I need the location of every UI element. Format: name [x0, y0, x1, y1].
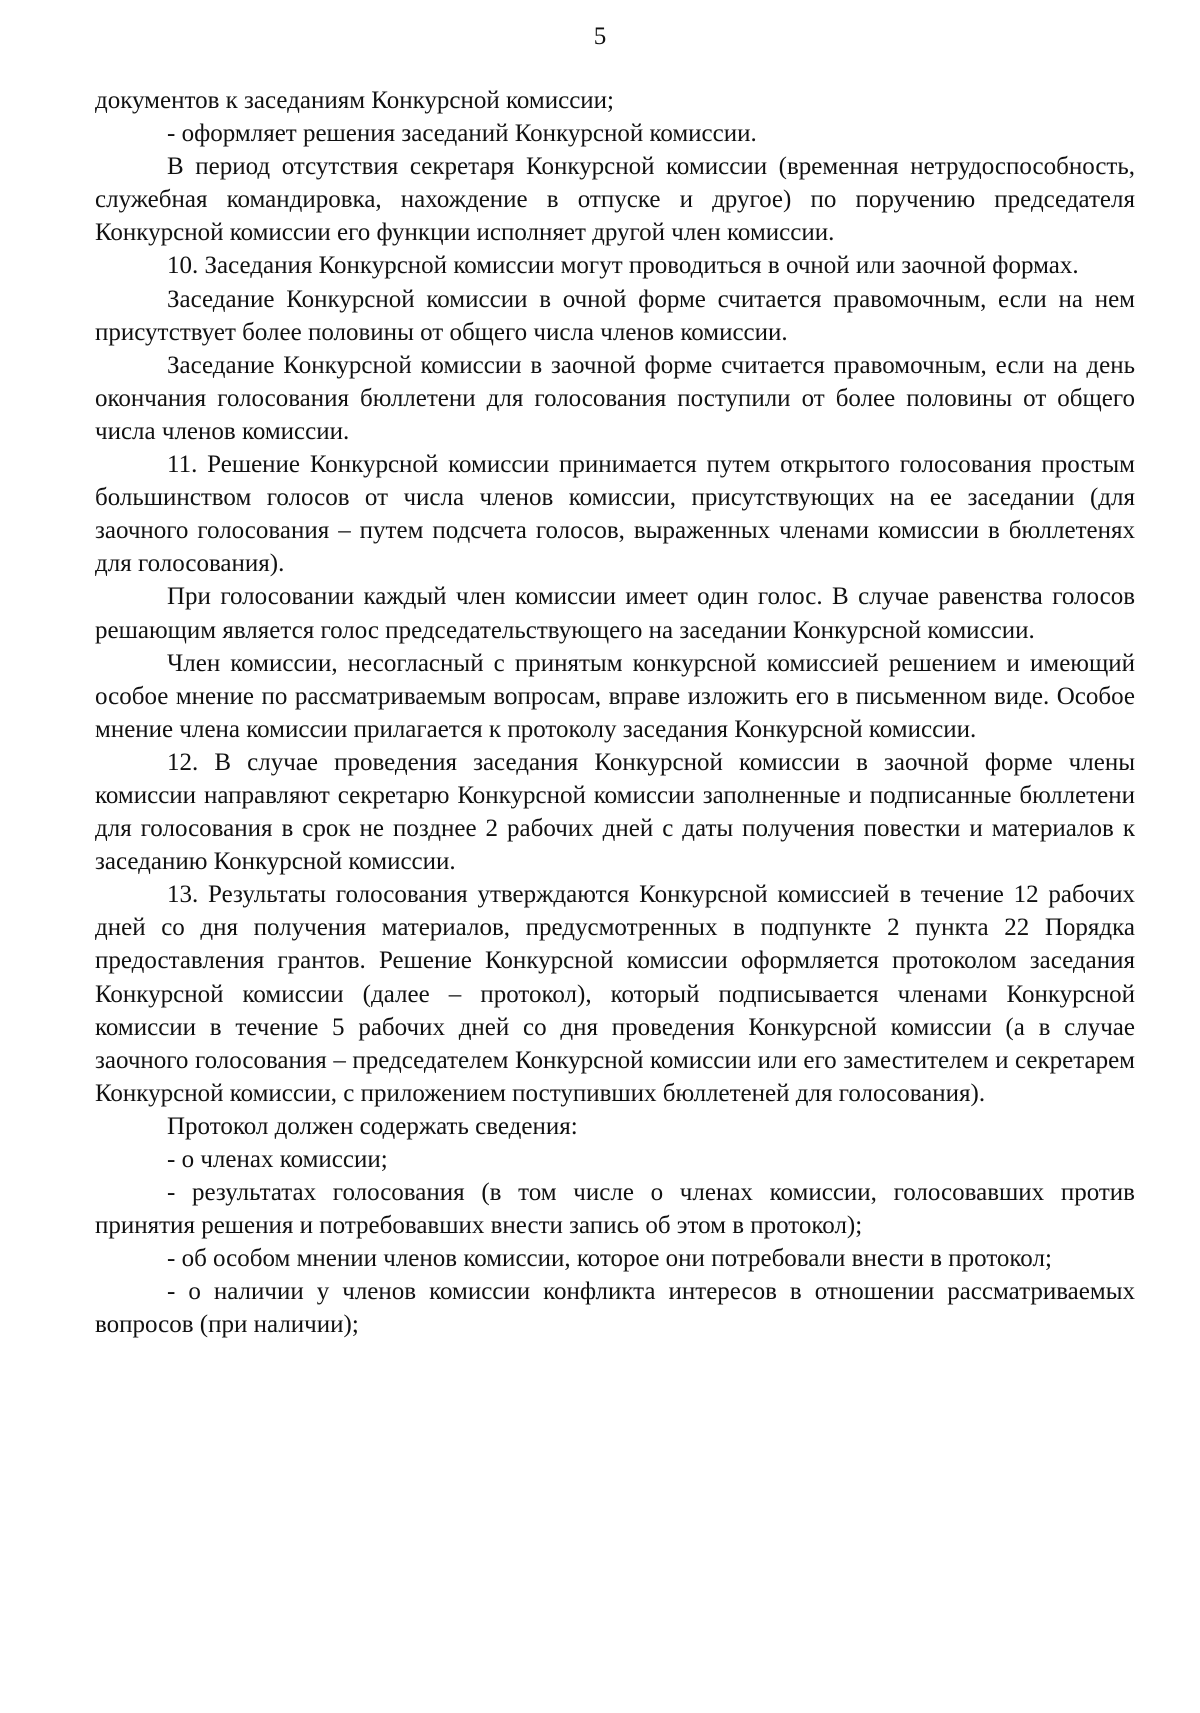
- list-item-resolutions: - оформляет решения заседаний Конкурсной комиссии.: [167, 120, 757, 148]
- paragraph-absentee-quorum: Заседание Конкурсной комиссии в заочной форме считается правомочным, если на день окончания голосования бюллетени для голосования поступили от более половины от общего числа членов комиссии.: [95, 351, 1135, 445]
- paragraph-voting-equality: При голосовании каждый член комиссии имеет один голос. В случае равенства голосов решающим является голос председательствующего на заседании Конкурсной комиссии.: [95, 583, 1135, 644]
- paragraph-secretary-absence: В период отсутствия секретаря Конкурсной комиссии (временная нетрудоспособность, служебная командировка, нахождение в отпуске и другое) по поручению председателя Конкурсной комиссии его функции исполняет другой член комиссии.: [95, 153, 1135, 247]
- paragraph-dissenting-opinion: Член комиссии, несогласный с принятым конкурсной комиссией решением и имеющий особое мнение по рассматриваемым вопросам, вправе изложить его в письменном виде. Особое мнение члена комиссии прилагается к протоколу заседания Конкурсной комиссии.: [95, 649, 1135, 743]
- list-item-special-opinion: - об особом мнении членов комиссии, которое они потребовали внести в протокол;: [167, 1245, 1052, 1273]
- list-item-conflict-of-interest: - о наличии у членов комиссии конфликта интересов в отношении рассматриваемых вопросов (при наличии);: [95, 1278, 1135, 1339]
- paragraph-continuation: документов к заседаниям Конкурсной комиссии;: [95, 87, 615, 114]
- paragraph-protocol-contents: Протокол должен содержать сведения:: [167, 1112, 578, 1140]
- clause-10: 10. Заседания Конкурсной комиссии могут проводиться в очной или заочной формах.: [167, 252, 1079, 280]
- paragraph-in-person-quorum: Заседание Конкурсной комиссии в очной форме считается правомочным, если на нем присутствует более половины от общего числа членов комиссии.: [95, 285, 1135, 346]
- list-item-members: - о членах комиссии;: [167, 1146, 388, 1173]
- list-item-voting-results: - результатах голосования (в том числе о членах комиссии, голосовавших против принятия решения и потребовавших внести запись об этом в протокол);: [95, 1179, 1135, 1240]
- clause-12: 12. В случае проведения заседания Конкурсной комиссии в заочной форме члены комиссии направляют секретарю Конкурсной комиссии заполненные и подписанные бюллетени для голосования в срок не позднее 2 рабочих дней с даты получения повестки и материалов к заседанию Конкурсной комиссии.: [95, 748, 1135, 876]
- clause-13: 13. Результаты голосования утверждаются Конкурсной комиссией в течение 12 рабочих дней со дня получения материалов, предусмотренных в подпункте 2 пункта 22 Порядка предоставления грантов. Решение Конкурсной комиссии оформляется протоколом заседания Конкурсной комиссии (далее – протокол), который подписывается членами Конкурсной комиссии в течение 5 рабочих дней со дня проведения Конкурсной комиссии (а в случае заочного голосования – председателем Конкурсной комиссии или его заместителем и секретарем Конкурсной комиссии, с приложением поступивших бюллетеней для голосования).: [95, 881, 1135, 1107]
- clause-11: 11. Решение Конкурсной комиссии принимается путем открытого голосования простым большинством голосов от числа членов комиссии, присутствующих на ее заседании (для заочного голосования – путем подсчета голосов, выраженных членами комиссии в бюллетенях для голосования).: [95, 451, 1135, 578]
- document-body: [95, 84, 1135, 1342]
- page-number: 5: [593, 23, 607, 50]
